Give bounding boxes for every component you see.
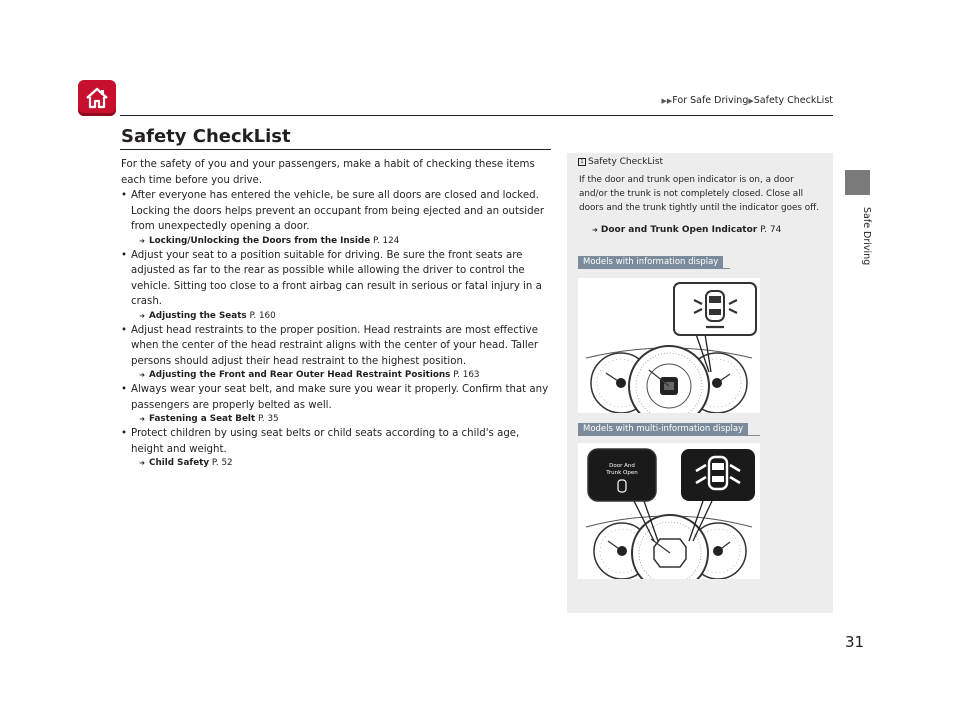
cross-reference-link[interactable]: ➜ Fastening a Seat Belt P. 35 — [139, 414, 279, 424]
bullet-text: • After everyone has entered the vehicle, be sure all doors are closed and locked. Locking the doors helps prevent an occupant from being ejected and an outsider from unexpectedly opening a door. — [121, 188, 553, 235]
instrument-cluster-multi-info-illustration — [578, 443, 760, 579]
sidebar-text: If the door and trunk open indicator is on, a door and/or the trunk is not completely closed. Close all doors and the trunk tightly until the indicator goes off. — [579, 175, 820, 213]
page-number: 31 — [845, 633, 865, 651]
bullet-text: • Adjust your seat to a position suitable for driving. Be sure the front seats are adjusted as far to the rear as possible while allowing the driver to control the vehicle. Sitting too close to a front airbag can result in serious or fatal injury in a crash. — [121, 248, 553, 310]
breadcrumb-arrow-icon: ▶▶ — [661, 97, 673, 105]
list-item — [121, 426, 553, 470]
sidebar-cross-reference-link[interactable]: ➜ Door and Trunk Open Indicator P. 74 — [592, 225, 782, 235]
breadcrumb — [661, 95, 833, 106]
reference-arrow-icon: ➜ — [139, 311, 145, 320]
cross-reference-link[interactable]: ➜ Adjusting the Seats P. 160 — [139, 310, 276, 321]
header-rule — [120, 115, 833, 116]
note-marker-icon: 1 — [578, 158, 586, 166]
cross-reference-link[interactable]: ➜ Adjusting the Front and Rear Outer Head Restraint Positions P. 163 — [139, 370, 480, 380]
home-icon — [84, 85, 110, 111]
display-text-line-2: Trunk Open — [606, 470, 638, 476]
cross-reference-link[interactable]: ➜ Locking/Unlocking the Doors from the Inside P. 124 — [139, 235, 400, 246]
reference-arrow-icon: ➜ — [139, 459, 145, 467]
bullet-text: • Adjust head restraints to the proper position. Head restraints are most effective when the center of the head restraint aligns with the center of your head. Taller persons should adjust their head restraint to the highest position. — [121, 323, 553, 370]
breadcrumb-arrow-icon: ▶ — [748, 97, 754, 105]
breadcrumb-item-safety-checklist[interactable]: Safety CheckList — [753, 95, 833, 106]
list-item — [121, 248, 553, 323]
section-tab-marker — [845, 170, 870, 195]
reference-arrow-icon: ➜ — [139, 236, 145, 245]
model-label-multi-information-display: Models with multi-information display — [578, 423, 748, 435]
display-text-line-1: Door And — [609, 463, 635, 469]
page-title: Safety CheckList — [121, 126, 291, 147]
breadcrumb-item-safe-driving[interactable]: For Safe Driving — [672, 95, 749, 106]
sidebar-note — [567, 153, 833, 613]
list-item — [121, 188, 553, 248]
title-rule — [120, 149, 551, 150]
cross-reference-link[interactable]: ➜ Child Safety P. 52 — [139, 458, 233, 468]
section-tab-label: Safe Driving — [861, 207, 872, 266]
instrument-cluster-svg — [578, 278, 760, 413]
home-button[interactable] — [78, 80, 116, 116]
main-content — [121, 157, 553, 470]
instrument-cluster-illustration — [578, 278, 760, 413]
checklist — [121, 188, 553, 470]
list-item — [121, 323, 553, 383]
model-label-information-display: Models with information display — [578, 256, 723, 268]
sidebar-heading: 1 Safety CheckList — [578, 157, 663, 167]
instrument-cluster-multi-info-svg — [578, 443, 760, 579]
intro-text: For the safety of you and your passengers, make a habit of checking these items each time before you drive. — [121, 159, 535, 186]
model-label-rule — [578, 435, 760, 436]
reference-arrow-icon: ➜ — [592, 226, 598, 234]
reference-arrow-icon: ➜ — [139, 371, 145, 379]
model-label-rule — [578, 268, 730, 269]
list-item — [121, 382, 553, 426]
bullet-text: • Always wear your seat belt, and make sure you wear it properly. Confirm that any passengers are properly belted as well. — [121, 382, 553, 413]
bullet-text: • Protect children by using seat belts or child seats according to a child's age, height and weight. — [121, 426, 553, 457]
reference-arrow-icon: ➜ — [139, 415, 145, 423]
